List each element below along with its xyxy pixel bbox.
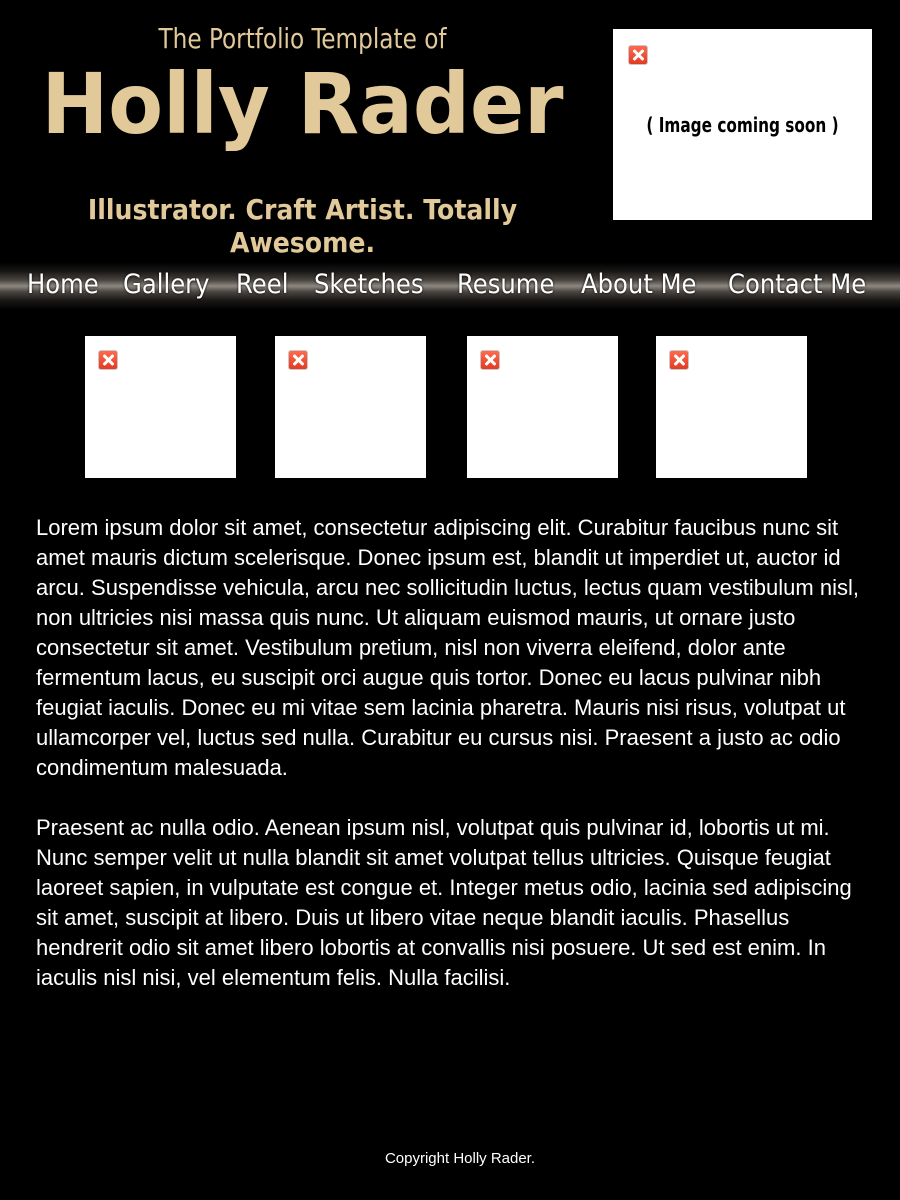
gallery-thumbnail[interactable] bbox=[85, 336, 236, 478]
broken-image-icon bbox=[669, 350, 689, 370]
broken-image-icon bbox=[480, 350, 500, 370]
gallery-thumbnail[interactable] bbox=[275, 336, 426, 478]
portfolio-subtitle: The Portfolio Template of bbox=[158, 22, 447, 55]
footer-copyright: Copyright Holly Rader. bbox=[384, 1150, 536, 1167]
broken-image-icon bbox=[288, 350, 308, 370]
content-paragraph: Praesent ac nulla odio. Aenean ipsum nisl, volutpat quis pulvinar id, lobortis ut mi. Nunc semper velit ut nulla blandit sit amet volutpat tellus ultricies. Quisque feugiat laoreet sapien, in vulputate est congue et. Integer metus odio, lacinia sed adipiscing sit amet, suscipit at libero. Duis ut libero vitae neque blandit iaculis. Phasellus hendrerit odio sit amet libero lobortis at convallis nisi posuere. Ut sed est enim. In iaculis nisl nisi, vel elementum felis. Nulla facilisi. bbox=[36, 815, 852, 990]
nav-item-about-me[interactable]: About Me bbox=[581, 269, 697, 300]
nav-item-home[interactable]: Home bbox=[27, 269, 99, 300]
nav-item-contact-me[interactable]: Contact Me bbox=[728, 269, 867, 300]
gallery-thumbnail[interactable] bbox=[656, 336, 807, 478]
hero-image-placeholder bbox=[613, 29, 872, 220]
nav-item-sketches[interactable]: Sketches bbox=[314, 269, 424, 300]
nav-item-gallery[interactable]: Gallery bbox=[123, 269, 210, 300]
content-paragraph: Lorem ipsum dolor sit amet, consectetur adipiscing elit. Curabitur faucibus nunc sit amet mauris dictum scelerisque. Donec ipsum est, blandit ut imperdiet ut, auctor id arcu. Suspendisse vehicula, arcu nec sollicitudin luctus, lectus quam vestibulum nisl, non ultricies nisi massa quis nunc. Ut aliquam euismod mauris, ut ornare justo consectetur sit amet. Vestibulum pretium, nisl non viverra eleifend, dolor ante fermentum lacus, eu suscipit orci augue quis tortor. Donec eu lacus pulvinar nibh feugiat iaculis. Donec eu mi vitae sem lacinia pharetra. Mauris nisi risus, volutpat ut ullamcorper vel, luctus sed nulla. Curabitur eu cursus nisi. Praesent a justo ac odio condimentum malesuada. bbox=[36, 515, 859, 780]
hero-image-text: ( Image coming soon ) bbox=[646, 113, 839, 137]
gallery-thumbnail[interactable] bbox=[467, 336, 618, 478]
broken-image-icon bbox=[628, 45, 648, 65]
nav-item-reel[interactable]: Reel bbox=[236, 269, 289, 300]
main-nav bbox=[0, 262, 900, 310]
broken-image-icon bbox=[98, 350, 118, 370]
site-name: Holly Rader bbox=[41, 55, 564, 153]
main-content bbox=[36, 513, 864, 1023]
site-tagline: Illustrator. Craft Artist. Totally Awesome. bbox=[87, 193, 518, 259]
site-header bbox=[0, 0, 900, 259]
nav-item-resume[interactable]: Resume bbox=[457, 269, 555, 300]
